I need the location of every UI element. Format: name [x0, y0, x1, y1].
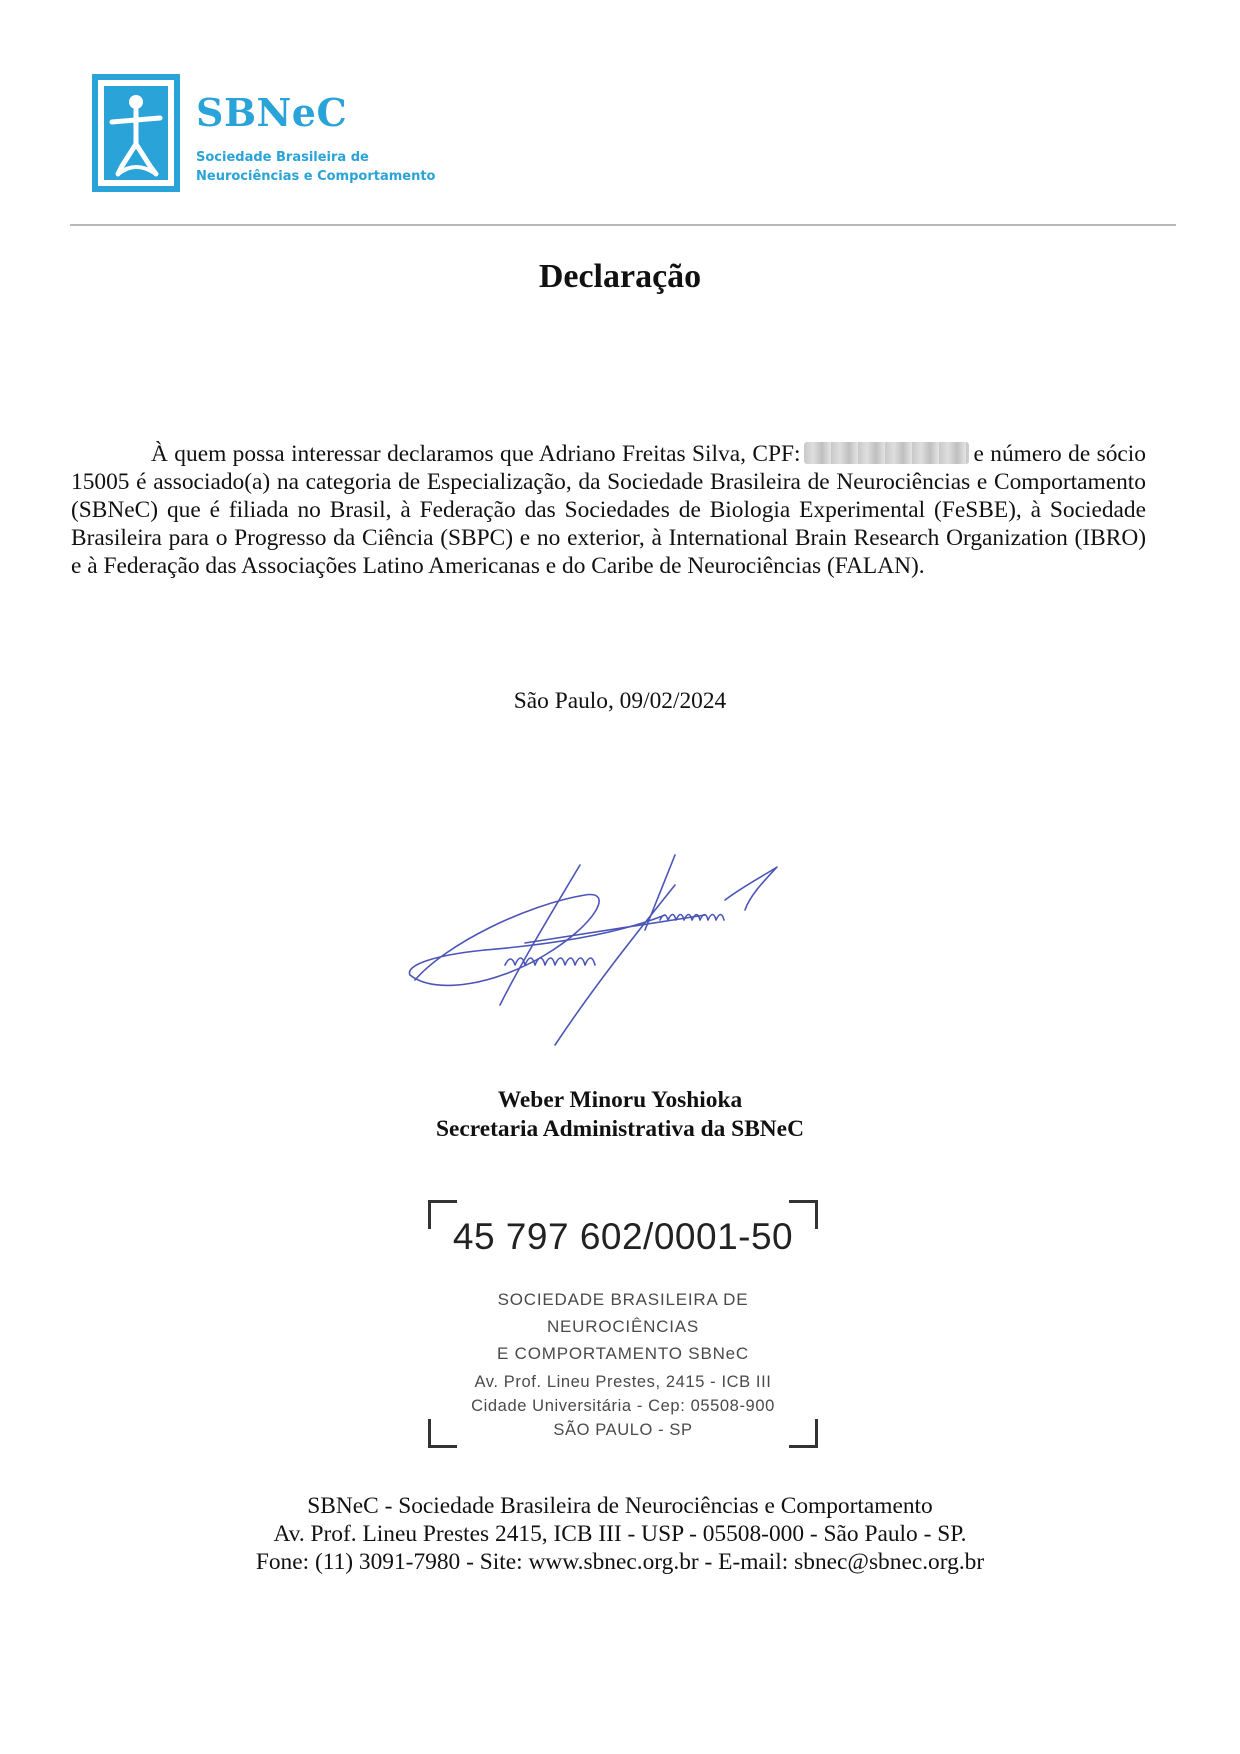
footer-line1: SBNeC - Sociedade Brasileira de Neurociências e Comportamento — [307, 1493, 933, 1519]
logo-name: SBNeC — [196, 90, 348, 135]
footer-line2: Av. Prof. Lineu Prestes 2415, ICB III - USP - 05508-000 - São Paulo - SP. — [273, 1521, 967, 1547]
signer-name: Weber Minoru Yoshioka — [497, 1087, 743, 1113]
body-before-cpf: À quem possa interessar declaramos que Adriano Freitas Silva, CPF: — [151, 441, 801, 467]
stamp-cnpj: 45 797 602/0001-50 — [452, 1216, 794, 1257]
redacted-cpf — [804, 442, 969, 464]
stamp-organization — [428, 1286, 818, 1367]
sbnec-logo — [92, 74, 452, 204]
handwritten-signature — [405, 845, 835, 1075]
signer-role: Secretaria Administrativa da SBNeC — [436, 1116, 804, 1142]
stamp-addr-line3: SÃO PAULO - SP — [553, 1421, 693, 1439]
sbnec-figure-icon — [92, 74, 188, 194]
stamp-addr-line2: Cidade Universitária - Cep: 05508-900 — [471, 1397, 775, 1415]
logo-subtitle-line2: Neurociências e Comportamento — [196, 169, 436, 184]
declaration-body — [71, 440, 1146, 580]
footer-line3: Fone: (11) 3091-7980 - Site: www.sbnec.org.br - E-mail: sbnec@sbnec.org.br — [255, 1549, 985, 1575]
place-date: São Paulo, 09/02/2024 — [513, 688, 727, 714]
signer-block — [0, 1086, 1240, 1144]
logo-subtitle-line1: Sociedade Brasileira de — [196, 150, 369, 165]
stamp-address — [428, 1370, 818, 1442]
stamp-org-line1: SOCIEDADE BRASILEIRA DE NEUROCIÊNCIAS — [497, 1290, 749, 1336]
logo-subtitle — [196, 148, 435, 186]
stamp-addr-line1: Av. Prof. Lineu Prestes, 2415 - ICB III — [474, 1373, 772, 1391]
body-after-cpf: e número de sócio 15005 é associado(a) na categoria de Especialização, da Sociedade Brasileira de Neurociências e Comportamento (SBNeC) que é filiada no Brasil, à Federação das Sociedades de Biologia Experimental (FeSBE), à Sociedade Brasileira para o Progresso da Ciência (SBPC) e no exterior, à International Brain Research Organization (IBRO) e à Federação das Associações Latino Americanas e do Caribe de Neurociências (FALAN). — [71, 441, 1146, 579]
stamp-org-line2: E COMPORTAMENTO SBNeC — [496, 1344, 749, 1363]
document-title: Declaração — [538, 258, 702, 295]
header-divider — [70, 224, 1176, 226]
footer-contact — [0, 1492, 1240, 1576]
cnpj-stamp — [428, 1200, 818, 1448]
